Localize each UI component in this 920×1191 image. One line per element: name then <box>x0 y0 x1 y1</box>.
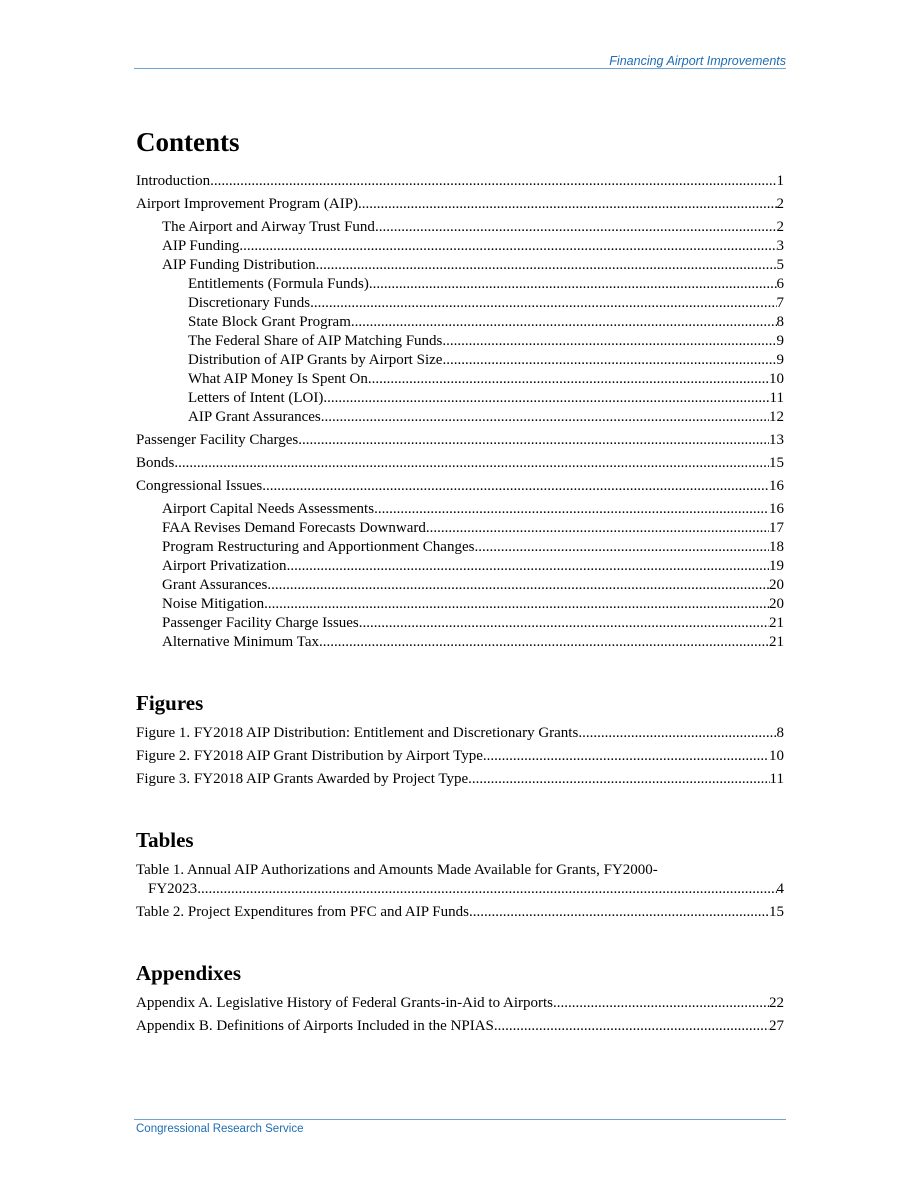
header-rule <box>134 68 786 69</box>
contents-list <box>136 172 784 652</box>
figure-entry-2[interactable]: Figure 2. FY2018 AIP Grant Distribution by Airport Type ..... 10 <box>136 747 784 766</box>
figures-section <box>136 690 784 789</box>
figure-entry-3[interactable]: Figure 3. FY2018 AIP Grants Awarded by Project Type ..... 11 <box>136 770 784 789</box>
toc-entry-discretionary-funds[interactable]: Discretionary Funds ..... 7 <box>136 294 784 313</box>
toc-entry-trust-fund[interactable]: The Airport and Airway Trust Fund ..... 2 <box>136 218 784 237</box>
table-entry-2[interactable]: Table 2. Project Expenditures from PFC and AIP Funds ..... 15 <box>136 903 784 922</box>
toc-entry-aip-grant-assurances[interactable]: AIP Grant Assurances ..... 12 <box>136 408 784 427</box>
toc-entry-aip-funding[interactable]: AIP Funding ..... 3 <box>136 237 784 256</box>
contents-heading: Contents <box>136 127 240 157</box>
appendixes-section <box>136 960 784 1036</box>
toc-entry-capital-needs[interactable]: Airport Capital Needs Assessments ..... 16 <box>136 500 784 519</box>
figure-entry-1[interactable]: Figure 1. FY2018 AIP Distribution: Entitlement and Discretionary Grants ..... 8 <box>136 724 784 743</box>
toc-entry-introduction[interactable]: Introduction ..... 1 <box>136 172 784 191</box>
toc-entry-state-block-grant[interactable]: State Block Grant Program ..... 8 <box>136 313 784 332</box>
toc-entry-congressional-issues[interactable]: Congressional Issues ..... 16 <box>136 477 784 496</box>
toc-entry-noise-mitigation[interactable]: Noise Mitigation ..... 20 <box>136 595 784 614</box>
appendix-entry-b[interactable]: Appendix B. Definitions of Airports Included in the NPIAS ..... 27 <box>136 1017 784 1036</box>
footer-rule <box>134 1119 786 1120</box>
toc-entry-airport-privatization[interactable]: Airport Privatization ..... 19 <box>136 557 784 576</box>
toc-entry-aip[interactable]: Airport Improvement Program (AIP) ..... 2 <box>136 195 784 214</box>
footer-organization: Congressional Research Service <box>136 1123 304 1135</box>
toc-entry-pfc-issues[interactable]: Passenger Facility Charge Issues ..... 21 <box>136 614 784 633</box>
appendix-entry-a[interactable]: Appendix A. Legislative History of Federal Grants-in-Aid to Airports ..... 22 <box>136 994 784 1013</box>
toc-entry-aip-funding-distribution[interactable]: AIP Funding Distribution ..... 5 <box>136 256 784 275</box>
toc-entry-entitlements[interactable]: Entitlements (Formula Funds) ..... 6 <box>136 275 784 294</box>
toc-entry-grant-assurances[interactable]: Grant Assurances ..... 20 <box>136 576 784 595</box>
toc-entry-distribution-by-size[interactable]: Distribution of AIP Grants by Airport Size ..... 9 <box>136 351 784 370</box>
toc-entry-program-restructuring[interactable]: Program Restructuring and Apportionment Changes ..... 18 <box>136 538 784 557</box>
tables-heading: Tables <box>136 828 194 852</box>
table-entry-1[interactable] <box>136 861 784 899</box>
toc-content <box>136 124 784 1036</box>
table-entry-1-line2: FY2023 ..... 4 <box>136 880 784 899</box>
appendixes-heading: Appendixes <box>136 961 242 985</box>
tables-section <box>136 827 784 922</box>
toc-entry-pfc[interactable]: Passenger Facility Charges ..... 13 <box>136 431 784 450</box>
toc-entry-demand-forecasts[interactable]: FAA Revises Demand Forecasts Downward ..... 17 <box>136 519 784 538</box>
toc-entry-federal-share[interactable]: The Federal Share of AIP Matching Funds ..... 9 <box>136 332 784 351</box>
toc-entry-letters-of-intent[interactable]: Letters of Intent (LOI) ..... 11 <box>136 389 784 408</box>
toc-entry-alternative-minimum-tax[interactable]: Alternative Minimum Tax ..... 21 <box>136 633 784 652</box>
table-entry-1-line1: Table 1. Annual AIP Authorizations and Amounts Made Available for Grants, FY2000- <box>136 862 658 878</box>
running-header-title: Financing Airport Improvements <box>609 54 786 68</box>
toc-entry-what-aip-money-spent-on[interactable]: What AIP Money Is Spent On ..... 10 <box>136 370 784 389</box>
toc-entry-bonds[interactable]: Bonds ..... 15 <box>136 454 784 473</box>
figures-heading: Figures <box>136 691 204 715</box>
